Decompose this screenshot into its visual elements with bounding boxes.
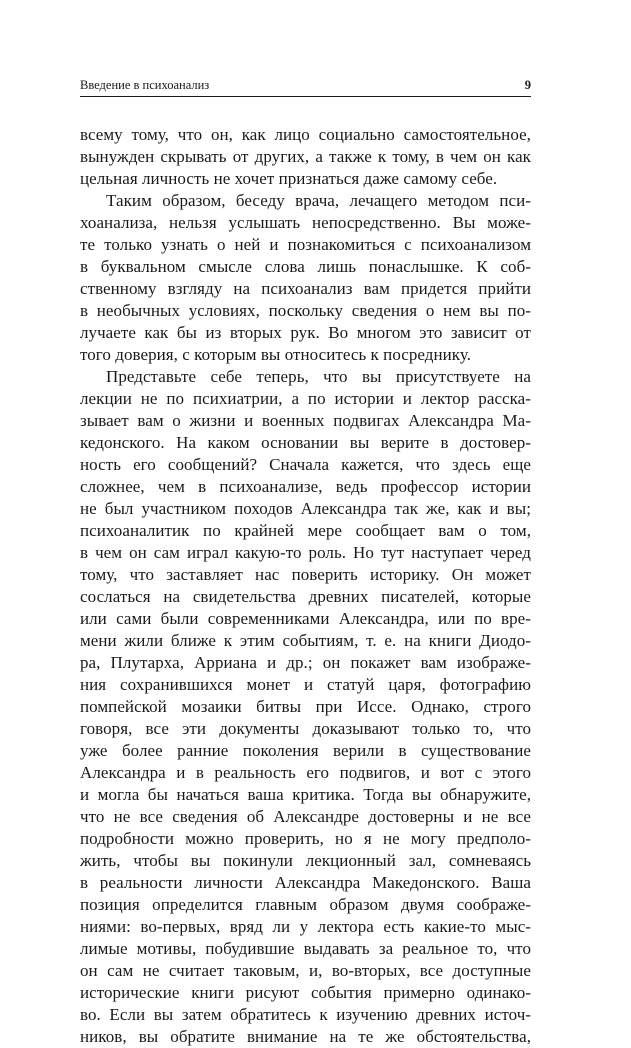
text-line: вынужден скрывать от других, а также к тому, в чем он как xyxy=(80,147,531,166)
text-line: не был участником походов Александра так же, как и вы; xyxy=(80,499,531,518)
page-number: 9 xyxy=(524,78,531,92)
text-line: в буквальном смысле слова лишь понаслышке. К соб- xyxy=(80,257,531,276)
text-line: цельная личность не хочет признаться даже самому себе. xyxy=(80,169,498,188)
text-line: лекции не по психиатрии, а по истории и лектор расска- xyxy=(80,389,531,408)
text-line: ниями: во-первых, вряд ли у лектора есть какие-то мыс- xyxy=(80,917,531,936)
text-line: помпейской мозаики битвы при Иссе. Однако, строго xyxy=(80,697,531,716)
text-line: хоанализа, нельзя услышать непосредственно. Вы може- xyxy=(80,213,531,232)
text-line: позиция определится главным образом двумя соображе- xyxy=(80,895,531,914)
running-head-title: Введение в психоанализ xyxy=(80,78,210,92)
text-line: в реальности личности Александра Македонского. Ваша xyxy=(80,873,531,892)
text-line: тому, что заставляет нас поверить историку. Он может xyxy=(80,565,531,584)
text-line: зывает вам о жизни и военных подвигах Александра Ма- xyxy=(80,411,531,430)
text-line: Александра и в реальность его подвигов, и вот с этого xyxy=(80,763,531,782)
text-line: лучаете как бы из вторых рук. Во многом это зависит от xyxy=(80,323,531,342)
text-line: сослаться на свидетельства древних писателей, которые xyxy=(80,587,531,606)
text-line: исторические книги рисуют события примерно одинако- xyxy=(80,983,531,1002)
text-line: те только узнать о ней и познакомиться с психоанализом xyxy=(80,235,531,254)
text-line: мени жили ближе к этим событиям, т. е. на книги Диодо- xyxy=(80,631,531,650)
text-line: психоаналитик по крайней мере сообщает вам о том, xyxy=(80,521,531,540)
text-line: жить, чтобы вы покинули лекционный зал, сомневаясь xyxy=(80,851,531,870)
text-line: в необычных условиях, поскольку сведения о нем вы по- xyxy=(80,301,531,320)
paragraph xyxy=(80,366,531,1048)
text-line: ность его сообщений? Сначала кажется, что здесь еще xyxy=(80,455,531,474)
text-line: что не все сведения об Александре достоверны и не все xyxy=(80,807,531,826)
text-line: ра, Плутарха, Арриана и др.; он покажет вам изображе- xyxy=(80,653,531,672)
text-line: Представьте себе теперь, что вы присутствуете на xyxy=(106,367,531,386)
text-line: уже более ранние поколения верили в существование xyxy=(80,741,531,760)
text-line: ственному взгляду на психоанализ вам придется прийти xyxy=(80,279,531,298)
text-line: ния сохранившихся монет и статуй царя, фотографию xyxy=(80,675,531,694)
text-line: и могла бы начаться ваша критика. Тогда вы обнаружите, xyxy=(80,785,531,804)
text-line: во. Если вы затем обратитесь к изучению древних источ- xyxy=(80,1005,531,1024)
running-head xyxy=(80,78,531,97)
text-line: подробности можно проверить, но я не могу предполо- xyxy=(80,829,531,848)
text-line: кедонского. На каком основании вы верите в достовер- xyxy=(80,433,531,452)
text-line: всему тому, что он, как лицо социально самостоятельное, xyxy=(80,125,531,144)
text-line: в чем он сам играл какую-то роль. Но тут наступает черед xyxy=(80,543,531,562)
paragraph xyxy=(80,190,531,366)
text-line: он сам не считает таковым, и, во-вторых, все доступные xyxy=(80,961,531,980)
text-line: лимые мотивы, побудившие выдавать за реальное то, что xyxy=(80,939,531,958)
text-line: того доверия, с которым вы относитесь к посреднику. xyxy=(80,345,472,364)
text-line: ников, вы обратите внимание на те же обстоятельства, xyxy=(80,1027,531,1046)
text-line: говоря, все эти документы доказывают только то, что xyxy=(80,719,531,738)
text-line: Таким образом, беседу врача, лечащего методом пси- xyxy=(106,191,531,210)
text-body xyxy=(80,124,531,1048)
paragraph xyxy=(80,124,531,190)
text-line: или сами были современниками Александра, или по вре- xyxy=(80,609,531,628)
text-line: сложнее, чем в психоанализе, ведь профессор истории xyxy=(80,477,531,496)
